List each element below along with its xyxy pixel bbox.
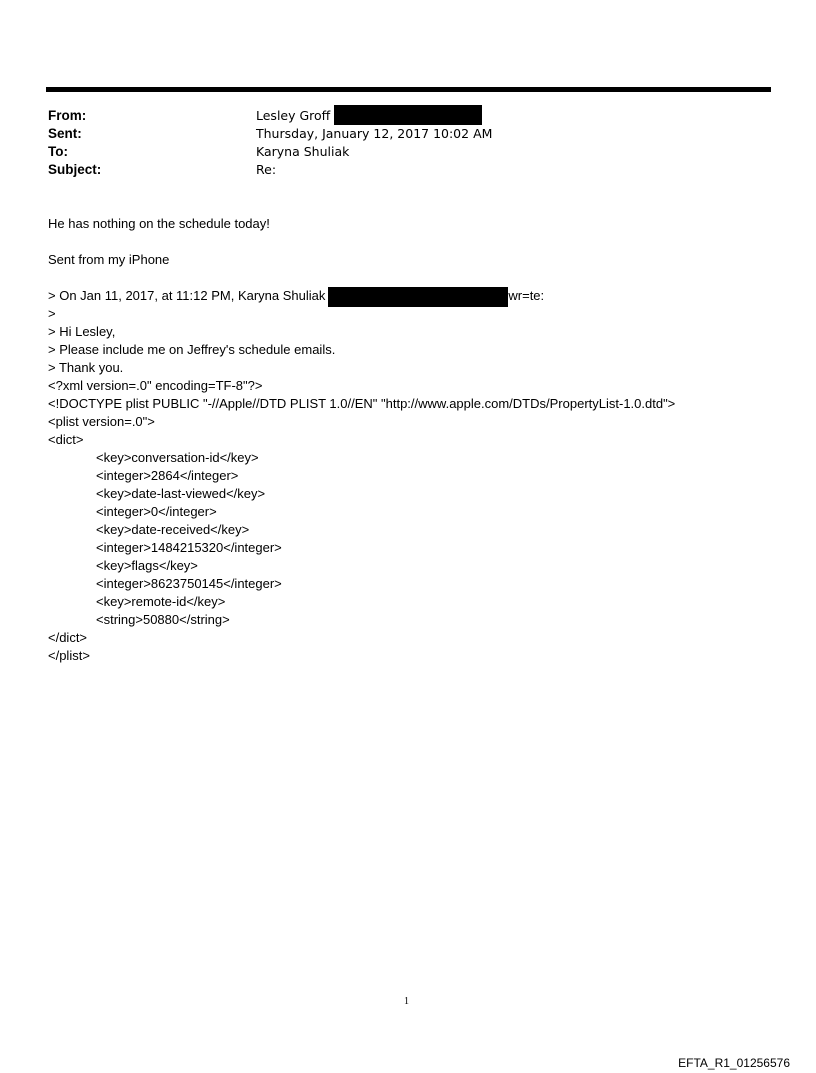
dict-item: <string>50880</string>	[96, 612, 230, 627]
quote-thanks: > Thank you.	[48, 360, 124, 375]
redaction-box	[328, 287, 508, 307]
xml-declaration: <?xml version=.0" encoding=TF-8"?>	[48, 378, 263, 393]
plist-close: </plist>	[48, 648, 90, 663]
redaction-box	[334, 105, 482, 125]
dict-item: <integer>2864</integer>	[96, 468, 239, 483]
quote-blank: >	[48, 306, 56, 321]
plist-open: <plist version=.0">	[48, 414, 155, 429]
dict-item: <integer>1484215320</integer>	[96, 540, 282, 555]
dict-item: <key>conversation-id</key>	[96, 450, 259, 465]
dict-open: <dict>	[48, 432, 84, 447]
quote-intro: > On Jan 11, 2017, at 11:12 PM, Karyna Shuliak	[48, 288, 326, 303]
doctype-line: <!DOCTYPE plist PUBLIC "-//Apple//DTD PLIST 1.0//EN" "http://www.apple.com/DTDs/PropertyList-1.0.dtd">	[48, 396, 676, 411]
dict-item: <key>flags</key>	[96, 558, 198, 573]
sent-value: Thursday, January 12, 2017 10:02 AM	[256, 126, 493, 141]
header-rule	[46, 87, 771, 92]
dict-item: <key>date-last-viewed</key>	[96, 486, 266, 501]
to-value: Karyna Shuliak	[256, 144, 350, 159]
subject-label: Subject:	[48, 162, 102, 177]
to-label: To:	[48, 144, 68, 159]
dict-item: <key>date-received</key>	[96, 522, 250, 537]
from-value	[256, 107, 482, 125]
dict-close: </dict>	[48, 630, 88, 645]
body-message: He has nothing on the schedule today!	[48, 216, 270, 231]
from-name: Lesley Groff	[256, 108, 331, 123]
quote-request: > Please include me on Jeffrey's schedule emails.	[48, 342, 336, 357]
from-label: From:	[48, 108, 87, 123]
quote-greeting: > Hi Lesley,	[48, 324, 116, 339]
signature-line: Sent from my iPhone	[48, 252, 170, 267]
quote-intro-tail: wr=te:	[508, 288, 545, 303]
sent-label: Sent:	[48, 126, 82, 141]
subject-value: Re:	[256, 162, 277, 177]
quote-intro-line	[48, 287, 544, 307]
dict-item: <integer>8623750145</integer>	[96, 576, 282, 591]
bates-number: EFTA_R1_01256576	[678, 1056, 790, 1070]
dict-item: <integer>0</integer>	[96, 504, 217, 519]
dict-item: <key>remote-id</key>	[96, 594, 226, 609]
page-number: 1	[404, 996, 409, 1007]
